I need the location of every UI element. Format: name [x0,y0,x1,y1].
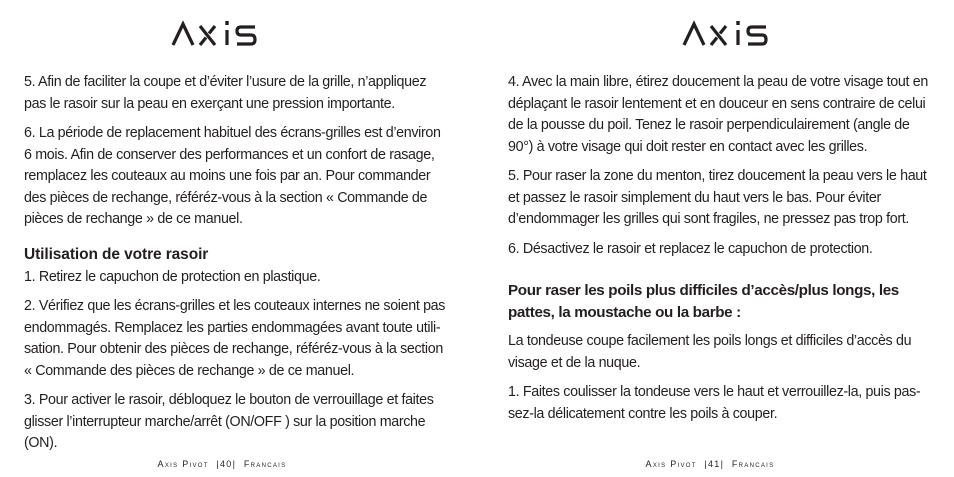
usage-step-5: 5. Pour raser la zone du menton, tirez doucement la peau vers le haut et passez le rasoir simplement du haut vers le bas. Pour éviter d’endommager les grilles qui sont fragiles, ne pressez pas trop fort. [508,168,927,227]
paragraph-step-5: 5. Afin de faciliter la coupe et d’éviter l’usure de la grille, n’appliquez pas le rasoir sur la peau en exerçant une pression importante. [24,74,427,112]
footer-product: Axis Pivot [645,459,697,469]
footer-language: Francais [731,459,775,469]
footer-product: Axis Pivot [157,459,209,469]
left-page-footer: Axis Pivot |40| Francais [157,459,287,469]
axis-logo [171,18,271,48]
usage-step-4: 4. Avec la main libre, étirez doucement la peau de votre visage tout en déplaçant le rasoir lentement et en douceur en sens contraire de celui de la pousse du poil. Tenez le rasoir perpendiculairement (angle de 90°) à votre visage qui doit rester en contact avec les grilles. [508,74,928,155]
left-page-content [24,72,449,463]
right-page [477,0,954,477]
usage-step-1: 1. Retirez le capuchon de protection en plastique. [24,268,321,285]
usage-step-3: 3. Pour activer le rasoir, débloquez le bouton de verrouillage et faites glisser l’interrupteur marche/arrêt (ON/OFF ) sur la position marche (ON). [24,392,434,451]
paragraph-step-6: 6. La période de replacement habituel des écrans-grilles est d’environ 6 mois. Afin de conserver des performances et un confort de rasage, remplacez les couteaux au moins une fois par an. Pour commander des pièces de rechange, référéz-vous à la section « Commande de pièces de rechange » de ce manuel. [24,125,441,227]
usage-step-2: 2. Vérifiez que les écrans-grilles et les couteaux internes ne soient pas endommagés. Remplacez les parties endommagées avant toute utili-sation. Pour obtenir des pièces de rechange, référéz-vous à la section « Commande des pièces de rechange » de ce manuel. [24,298,446,379]
usage-step-6: 6. Désactivez le rasoir et replacez le capuchon de protection. [508,240,873,257]
trimmer-intro: La tondeuse coupe facilement les poils longs et difficiles d’accès du visage et de la nuque. [508,333,912,371]
right-page-footer: Axis Pivot |41| Francais [645,459,775,469]
trimmer-step-1: 1. Faites coulisser la tondeuse vers le haut et verrouillez-la, puis pas-sez-la délicatement contre les poils à couper. [508,384,921,422]
right-page-content [508,72,931,433]
axis-logo [682,18,782,48]
section-heading-usage: Utilisation de votre rasoir [24,245,209,263]
footer-page-number: 41 [707,459,721,469]
footer-language: Francais [243,459,287,469]
footer-page-number: 40 [219,459,233,469]
section-heading-trimmer: Pour raser les poils plus difficiles d’accès/plus longs, les pattes, la moustache ou la barbe : [508,282,899,321]
